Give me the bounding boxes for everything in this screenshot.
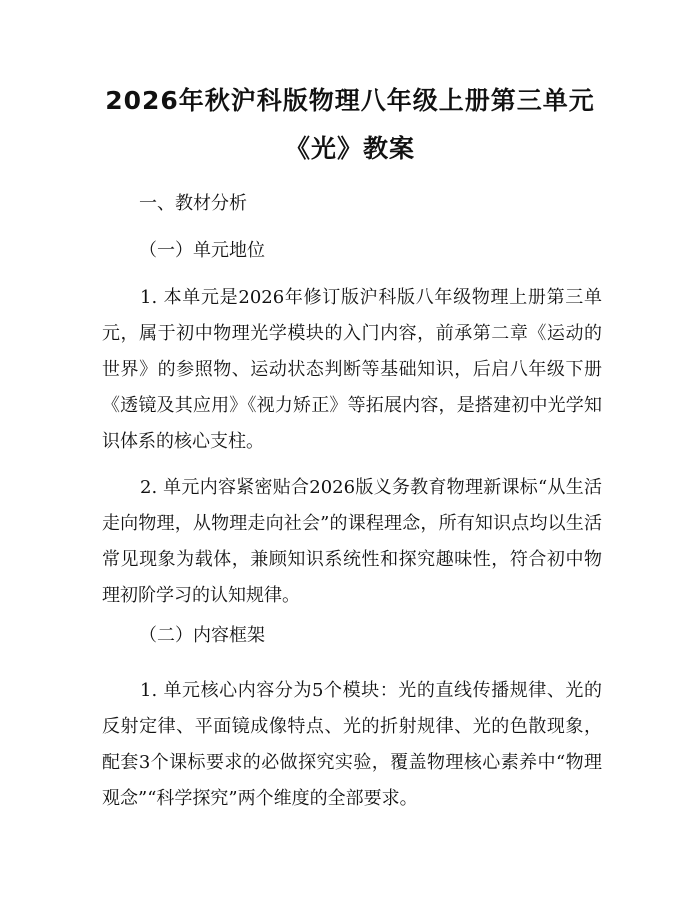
subsection-heading-content-framework: （二）内容框架 bbox=[139, 625, 265, 646]
document-title-line-1: 2026年秋沪科版物理八年级上册第三单元 bbox=[105, 86, 595, 115]
paragraph-unit-position-2: 2. 单元内容紧密贴合2026版义务教育物理新课标“从生活走向物理，从物理走向社会”的课程理念，所有知识点均以生活常见现象为载体，兼顾知识系统性和探究趣味性，符合初中物理初阶学习的认知规律。 bbox=[102, 477, 602, 606]
document-title-line-2: 《光》教案 bbox=[284, 134, 415, 163]
paragraph-unit-position-1: 1. 本单元是2026年修订版沪科版八年级物理上册第三单元，属于初中物理光学模块的入门内容，前承第二章《运动的世界》的参照物、运动状态判断等基础知识，后启八年级下册《透镜及其应用》《视力矫正》等拓展内容，是搭建初中光学知识体系的核心支柱。 bbox=[102, 287, 602, 452]
section-heading-textbook-analysis: 一、教材分析 bbox=[139, 193, 247, 214]
subsection-heading-unit-position: （一）单元地位 bbox=[139, 240, 265, 261]
paragraph-content-framework-1: 1. 单元核心内容分为5个模块：光的直线传播规律、光的反射定律、平面镜成像特点、光的折射规律、光的色散现象，配套3个课标要求的必做探究实验，覆盖物理核心素养中“物理观念”“科学探究”两个维度的全部要求。 bbox=[102, 680, 602, 809]
